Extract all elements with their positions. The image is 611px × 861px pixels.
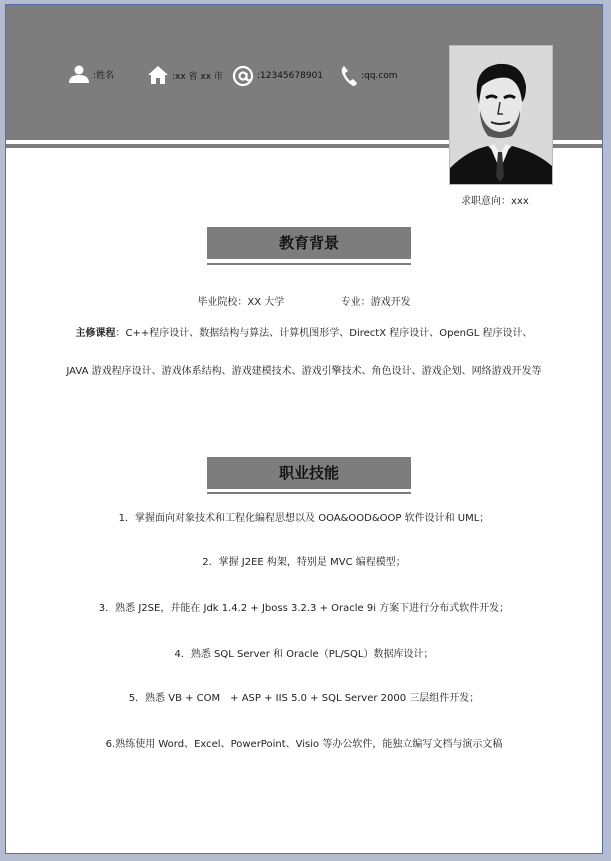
skill-item-4: 4．熟悉 SQL Server 和 Oracle（PL/SQL）数据库设计； <box>174 649 434 660</box>
job-intent: 求职意向：xxx <box>461 196 529 207</box>
courses-line-1 <box>6 324 602 339</box>
school-major-row <box>6 293 602 308</box>
phone-icon <box>340 65 358 87</box>
skill-item-3: 3．熟悉 J2SE，并能在 Jdk 1.4.2 + Jboss 3.2.3 + Oracle 9i 方案下进行分布式软件开发； <box>98 603 510 614</box>
profile-photo <box>449 45 553 185</box>
contact-name <box>68 65 114 83</box>
person-icon <box>68 65 90 83</box>
portrait-image <box>450 46 552 184</box>
contact-location <box>147 65 223 85</box>
skill-item-2: 2．掌握 J2EE 构架，特别是 MVC 编程模型； <box>202 557 406 568</box>
major-text: 专业：游戏开发 <box>340 297 411 308</box>
contact-email <box>340 65 398 87</box>
home-icon <box>147 65 169 85</box>
education-title: 教育背景 <box>207 227 411 259</box>
courses-label: 主修课程 <box>75 328 116 339</box>
location-text: :xx 省 xx 市 <box>172 71 223 82</box>
skills-title-underline <box>207 492 411 494</box>
courses-line-2: JAVA 游戏程序设计、游戏体系结构、游戏建模技术、游戏引擎技术、角色设计、游戏企划、网络游戏开发等 <box>66 366 542 377</box>
school-text: 毕业院校：XX 大学 <box>197 297 285 308</box>
phone-text: :12345678901 <box>257 71 324 81</box>
skill-item-6: 6.熟练使用 Word、Excel、PowerPoint、Visio 等办公软件，能独立编写文档与演示文稿 <box>105 739 503 750</box>
skills-title: 职业技能 <box>207 457 411 489</box>
resume-page <box>5 4 603 854</box>
email-text: :qq.com <box>361 71 398 81</box>
education-title-underline <box>207 263 411 265</box>
contact-phone <box>232 65 323 87</box>
name-text: :姓名 <box>93 70 115 81</box>
at-icon <box>232 65 254 87</box>
courses-text-1: ：C++程序设计、数据结构与算法、计算机图形学、DirectX 程序设计、OpenGL 程序设计、 <box>115 328 533 339</box>
skill-item-1: 1．掌握面向对象技术和工程化编程思想以及 OOA&OOD&OOP 软件设计和 UML； <box>118 513 490 524</box>
skill-item-5: 5．熟悉 VB + COM + ASP + IIS 5.0 + SQL Server 2000 三层组件开发； <box>128 693 480 704</box>
